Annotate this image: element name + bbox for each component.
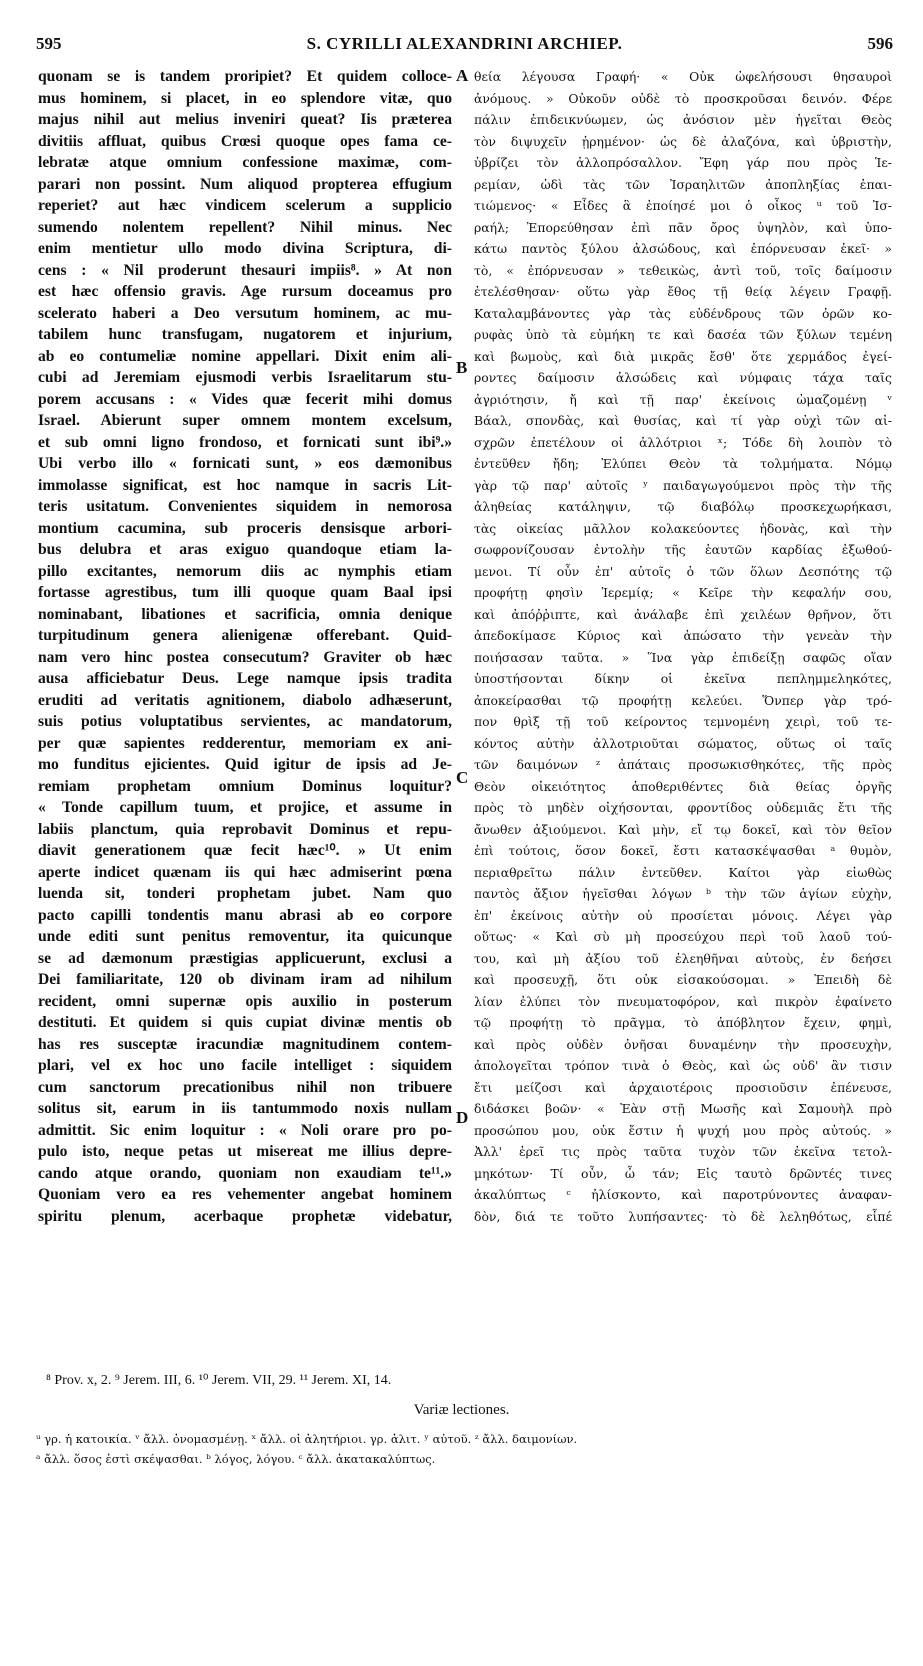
- text-line: του, καὶ μὴ ἀξίου τοῦ ἐλεηθῆναι αὐτοὺς, ἐν δεήσει: [474, 950, 892, 966]
- text-line: ἀγριότησιν, ἤ καὶ τῇ παρ' ἐκείνοις ὠμαζομένῃ ᵛ: [474, 391, 892, 407]
- text-line: περιαθρεῖτω πάλιν ἐντεῦθεν. Καίτοι γὰρ εἰωθὼς: [474, 864, 892, 880]
- text-line: Quoniam vero ea res vehementer angebat hominem: [38, 1186, 452, 1203]
- text-line: ἀποκείρασθαι τῷ προφήτῃ κελεύει. Ὅνπερ γὰρ τρό-: [474, 692, 892, 708]
- text-line: tabilem hunc transfugam, nugatorem et injurium,: [38, 326, 452, 343]
- text-line: ἀνόμους. » Οὐκοῦν οὐδὲ τὸ προσκροῦσαι δεινόν. Φέρε: [474, 90, 892, 106]
- text-line: se ad dæmonum præstigias applicuerunt, exclusi a: [38, 949, 452, 967]
- text-line: προσώπου μου, οὐκ ἔστιν ἡ ψυχή μου πρὸς αὐτούς. »: [474, 1122, 892, 1138]
- scripture-footnotes: ⁸ Prov. x, 2. ⁹ Jerem. III, 6. ¹⁰ Jerem. VII, 29. ¹¹ Jerem. XI, 14.: [46, 1373, 392, 1388]
- text-line: πον θρὶξ τῇ τοῦ κείροντος τεμνομένη χειρὶ, τοῦ τε-: [474, 714, 892, 729]
- text-line: Ἀλλ' ἐρεῖ τις πρὸς ταῦτα τυχὸν τῶν ἐκεῖνα τετολ-: [474, 1144, 892, 1159]
- text-line: Israel. Abierunt super omnem montem excelsum,: [38, 412, 452, 429]
- text-line: παντὸς ἄξιον ἡγεῖσθαι λόγων ᵇ τὴν τῶν ἁγίων εὐχὴν,: [474, 886, 892, 901]
- text-line: λίαν ἐλύπει τὸν πνευματοφόρον, καὶ πικρὸν ἐφαίνετο: [474, 993, 892, 1009]
- text-line: parari non possint. Num aliquod propterea effugium: [38, 175, 452, 193]
- text-line: σχρῶν ἐπετέλουν οἱ ἀλλότριοι ˣ; Τόδε δὴ λοιπὸν τὸ: [474, 434, 892, 450]
- latin-column: [38, 66, 452, 1666]
- text-line: bus delubra et aras exiguo quandoque etiam la-: [38, 541, 452, 558]
- text-line: καὶ προσευχῇ, ὅτι οὐκ εἰσακούσομαι. » Ἐπειδὴ δὲ: [474, 972, 892, 987]
- text-line: nam vero hinc postea consecutum? Graviter ob hæc: [38, 648, 452, 666]
- text-line: ροντες δαίμοσιν ἀλσώδεις καὶ νύμφαις τάχα ταῖς: [474, 370, 892, 385]
- text-line: nominabant, libationes et sacrificia, omnia denique: [38, 605, 452, 623]
- text-line: ἔτι μείζοσι καὶ ἀρχαιοτέροις προσιοῦσιν ἐπένευσε,: [474, 1079, 892, 1095]
- text-line: διδάσκει βοῶν· « Ἐὰν στῇ Μωσῆς καὶ Σαμουὴλ πρὸ: [474, 1101, 892, 1116]
- text-line: Dei familiaritate, 120 ob divinam iram ad nihilum: [38, 971, 452, 988]
- text-line: ἀπεδοκίμασε Κύριος καὶ ἀπώσατο τὴν γενεὰν τὴν: [474, 628, 892, 643]
- text-line: per quæ sapientes redderentur, memoriam ex ani-: [38, 734, 452, 752]
- page-number-left: 595: [36, 34, 62, 53]
- text-line: cubi ad Jeremiam ejusmodi verbis Israelitarum stu-: [38, 369, 452, 386]
- text-line: ραήλ; Ἐπορεύθησαν ἐπὶ πᾶν ὄρος ὑψηλὸν, καὶ ὑπο-: [474, 219, 892, 235]
- text-line: lebratæ atque omnium confessione maximæ, com-: [38, 154, 452, 171]
- text-line: est hæc offensio gravis. Age rursum doceamus pro: [38, 283, 452, 300]
- text-line: recident, omni supernæ opis auxilio in posterum: [38, 992, 452, 1010]
- text-line: Καταλαμβάνοντες γὰρ τὰς εὐδένδρους τῶν ὀρῶν κο-: [474, 305, 892, 321]
- text-line: fortasse agrestibus, tum illi quoque quam Baal ipsi: [38, 584, 452, 601]
- page-number-right: 596: [867, 34, 893, 53]
- margin-letter-b: B: [456, 358, 468, 377]
- text-line: ἀκαλύπτως ᶜ ἠλίσκοντο, καὶ παροτρύνοντες ἀναφαν-: [474, 1187, 892, 1202]
- text-line: Θεὸν οἰκειότητος ἀποθεριθέντες διὰ θείας ὀργῆς: [474, 778, 892, 794]
- text-line: μενοι. Τί οὖν ἐπ' αὐτοῖς ὁ τῶν ὅλων Δεσπότης τῷ: [474, 563, 892, 579]
- text-line: admittit. Sic enim loquitur : « Noli orare pro po-: [38, 1121, 452, 1139]
- text-line: δὸν, διά τε τοῦτο λυπήσαντες· τὸ δὲ λεληθότως, εἶπέ: [474, 1208, 892, 1224]
- running-title: S. CYRILLI ALEXANDRINI ARCHIEP.: [306, 34, 623, 53]
- margin-letter-d: D: [456, 1108, 469, 1127]
- text-line: teris usitatum. Convenientes siquidem in nemorosa: [38, 498, 452, 515]
- text-line: ἀπολογεῖται τρόπον τινὰ ὁ Θεὸς, καὶ ὡς οὐδ' ἂν τισιν: [474, 1058, 892, 1073]
- text-line: τῶν δαιμόνων ᶻ ἀπάταις προσωκισθηκότες, τῆς πρὸς: [474, 757, 892, 772]
- variant-readings-row-1: ᵘ γρ. ἡ κατοικία. ᵛ ἄλλ. ὀνομασμένῃ. ˣ ἄλλ. οἱ ἀλητήριοι. γρ. ἀλιτ. ʸ αὐτοῦ. ᶻ ἄλλ. δαιμονίων.: [36, 1432, 578, 1446]
- text-line: montium cacumina, sub proceris densisque arbori-: [38, 519, 452, 537]
- text-line: cens : « Nil proderunt thesauri impiis⁸. » At non: [38, 261, 452, 279]
- text-line: suis potius voluptatibus servientes, ac mandatorum,: [38, 713, 452, 730]
- text-line: ρεμίαν, ὡδὶ τὰς τῶν Ἰσραηλιτῶν ἀποπληξίας ἐπαι-: [474, 176, 892, 192]
- text-line: ἄνωθεν ἀξιούμενοι. Καὶ μὴν, εἴ τῳ δοκεῖ, καὶ τὸν θεῖον: [474, 821, 892, 837]
- text-line: θεία λέγουσα Γραφή· « Οὐκ ὠφελήσουσι θησαυροὶ: [474, 69, 892, 84]
- margin-letter-a: A: [456, 66, 469, 85]
- text-line: καὶ βωμοὺς, καὶ διὰ μικρᾶς ἔσθ' ὅτε χερμάδος ἐγεί-: [474, 348, 892, 364]
- text-line: γὰρ τῷ παρ' αὐτοῖς ʸ παιδαγωγούμενοι πρὸς τὴν τῆς: [474, 477, 892, 493]
- text-line: ἀληθείας κατάληψιν, τῷ διαβόλῳ προσκεχωρήκασι,: [474, 499, 892, 514]
- text-line: τῷ προφήτῃ τὸ πρᾶγμα, τὸ ἀπόβλητον ἔχειν, φημὶ,: [474, 1015, 892, 1030]
- text-line: τὸ, « ἐπόρνευσαν » τεθεικὼς, ἀντὶ τοῦ, τοῖς δαίμοσιν: [474, 262, 892, 278]
- text-line: cando atque orando, quoniam non exaudiam te¹¹.»: [38, 1164, 452, 1182]
- text-line: ποιήσασαν ταῦτα. » Ἵνα γὰρ ἐπιδείξῃ σαφῶς οἵαν: [474, 649, 892, 665]
- text-line: προφήτῃ φησὶν Ἱερεμίᾳ; « Κεῖρε τὴν κεφαλήν σου,: [474, 585, 892, 600]
- text-line: aperte indicet quænam iis qui hæc admiserint pœna: [38, 863, 452, 881]
- text-line: ἐτελέσθησαν· οὕτω γὰρ ἔθος τῇ θείᾳ λέγειν Γραφῇ.: [474, 284, 892, 299]
- variant-readings-row-2: ᵃ ἄλλ. ὅσος ἐστὶ σκέψασθαι. ᵇ λόγος, λόγου. ᶜ ἄλλ. ἀκατακαλύπτως.: [36, 1452, 436, 1466]
- text-line: destituti. Et quidem si quis cupiat divinæ mentis ob: [38, 1014, 452, 1031]
- text-line: καὶ πρὸς οὐδὲν ὀνῆσαι δυναμένην τὴν προσευχὴν,: [474, 1036, 892, 1052]
- text-line: ἐπὶ τούτοις, ὅσον δοκεῖ, ἔστι κατασκέψασθαι ᵃ θυμὸν,: [474, 843, 892, 858]
- text-line: immolasse significat, est hoc namque in sacris Lit-: [38, 476, 452, 494]
- text-line: πρὸς τὸ μηδὲν οἰχήσονται, φροντίδος οὐδεμιᾶς ἔτι τῆς: [474, 800, 892, 815]
- text-line: has res susceptæ iracundiæ magnitudinem contem-: [38, 1035, 452, 1053]
- margin-letter-c: C: [456, 768, 469, 787]
- text-line: οὕτως· « Καὶ σὺ μὴ προσεύχου περὶ τοῦ λαοῦ τού-: [474, 929, 892, 944]
- text-line: καὶ ἀπόῤῥιπτε, καὶ ἀνάλαβε ἐπὶ χειλέων θρῆνον, ὅτι: [474, 606, 892, 622]
- text-line: pacto capilli tondentis manu abrasi ab eo corpore: [38, 906, 452, 924]
- text-line: et sub omni ligno frondoso, et fornicati sunt ibi⁹.»: [38, 433, 452, 451]
- text-line: mo funditus ejicientes. Quid igitur de ipsis ad Je-: [38, 756, 452, 773]
- text-line: eruditi ad veritatis agnitionem, diabolo adhæserunt,: [38, 691, 452, 709]
- text-line: solitus sit, earum in iis tantummodo noxis nullam: [38, 1100, 452, 1117]
- text-line: pulo isto, neque petas ut misereat me illius depre-: [38, 1143, 452, 1160]
- text-line: plari, vel ex hoc uno facile intelliget : siquidem: [38, 1057, 452, 1074]
- text-line: quonam se is tandem proripiet? Et quidem colloce-: [38, 68, 452, 85]
- text-line: ὑποστήσονται δίκην οἱ ἐκεῖνα πεπλημμεληκότες,: [474, 671, 892, 686]
- text-line: sumendo nolentem repellent? Nihil minus. Nec: [38, 218, 452, 236]
- text-line: reperiet? aut hæc vindicem scelerum a supplicio: [38, 197, 452, 214]
- text-line: Ubi verbo illo « fornicati sunt, » eos dæmonibus: [38, 455, 452, 472]
- text-line: luenda sit, tonderi prophetam jubet. Nam quo: [38, 885, 452, 902]
- text-line: ρυφὰς ὑπὸ τὰ εὐμήκη τε καὶ δασέα τῶν ξύλων τεμένη: [474, 327, 892, 342]
- text-line: τὰς οἰκείας μᾶλλον κολακεύοντες ἡδονὰς, καὶ τὴν: [474, 520, 892, 536]
- variae-lectiones-title: Variæ lectiones.: [413, 1402, 510, 1418]
- text-line: κόντος αὐτὴν ἀλλοτριοῦται σώματος, οὕτως οἱ ταῖς: [474, 735, 892, 751]
- text-line: enim mentietur ullo modo divina Scriptura, di-: [38, 240, 452, 257]
- text-line: ὑβρίζει τὸν ἀλλοπρόσαλλον. Ἔφη γάρ που πρὸς Ἱε-: [474, 155, 892, 170]
- text-line: « Tonde capillum tuum, et projice, et assume in: [38, 799, 452, 816]
- text-line: κάτω παντὸς ξύλου ἀλσώδους, καὶ ἐπόρνευσαν ἐκεῖ· »: [474, 241, 892, 256]
- text-line: mus hominem, si placet, in eo splendore vitæ, quo: [38, 89, 452, 107]
- text-line: divitiis affluat, quibus Crœsi quoque opes fama ce-: [38, 132, 452, 150]
- text-line: unde editi sunt penitus removentur, ita quicunque: [38, 928, 452, 945]
- text-line: pillo excitantes, nemorum diis ac nymphis etiam: [38, 562, 452, 580]
- text-line: μηκότων· Τί οὖν, ὦ τάν; Εἰς ταυτὸ δρῶντές τινες: [474, 1165, 892, 1181]
- text-line: ἐπ' ἐκείνοις αὐτὴν οὐ προσίεται μόνοις. Λέγει γὰρ: [474, 907, 892, 923]
- text-line: πάλιν ἐπιδεικνύωμεν, ὡς ἀνόσιον μὲν ἡγεῖται Θεὸς: [474, 112, 892, 127]
- text-line: Βάαλ, σπονδὰς, καὶ θυσίας, καὶ τί γὰρ οὐχὶ τῶν αἰ-: [474, 413, 892, 428]
- text-line: cum sanctorum precationibus nihil non tribuere: [38, 1078, 452, 1096]
- text-line: remiam prophetam omnium Dominus loquitur?: [38, 777, 452, 795]
- greek-column: [474, 66, 892, 1666]
- text-line: τιώμενος· « Εἶδες ἃ ἐποίησέ μοι ὁ οἶκος ᵘ τοῦ Ἰσ-: [474, 198, 892, 213]
- text-line: ἐντεῦθεν ἤδη; Ἐλύπει Θεὸν τὰ τολμήματα. Νόμῳ: [474, 456, 892, 471]
- text-line: ausa afficiebatur Deus. Lege namque ipsis tradita: [38, 670, 452, 687]
- text-line: porem accusans : « Vides quæ fecerit mihi domus: [38, 390, 452, 408]
- text-line: scelerato haberi a Deo versutum hominem, ac mu-: [38, 304, 452, 322]
- text-line: σωφρονίζουσαν ἐντολὴν τῆς ἑαυτῶν καρδίας ἐξωθού-: [474, 542, 892, 557]
- text-line: ab eo contumeliæ nomine appellari. Dixit enim ali-: [38, 347, 452, 365]
- text-line: turpitudinum genera alienigenæ offerebant. Quid-: [38, 627, 452, 644]
- text-line: diavit generationem quæ fecit hæc¹⁰. » Ut enim: [38, 842, 452, 859]
- text-line: majus nihil aut melius inveniri queat? Iis præterea: [38, 111, 452, 128]
- text-line: labiis planctum, quia reprobavit Dominus et repu-: [38, 820, 452, 838]
- text-line: τὸν διψυχεῖν ᾑρημένον· ὡς δὲ ἀλαζόνα, καὶ ὑβριστὴν,: [474, 133, 892, 149]
- text-line: spiritu plenum, acerbaque prophetæ videbatur,: [38, 1207, 452, 1225]
- running-header: [36, 34, 893, 56]
